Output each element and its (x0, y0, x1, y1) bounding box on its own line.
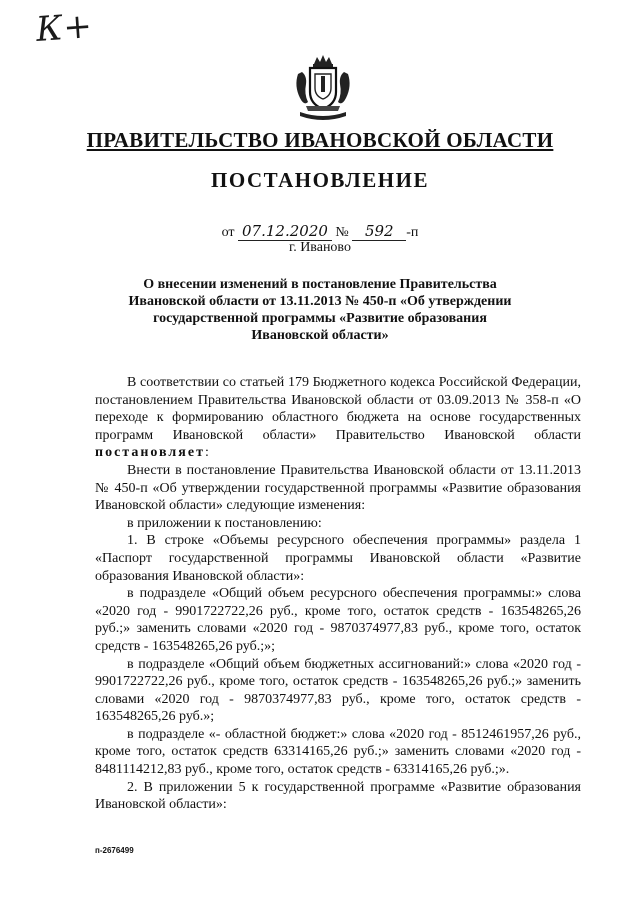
preamble-end: : (204, 445, 209, 461)
decree-subject: О внесении изменений в постановление Правительства Ивановской области от 13.11.2013 № 450-п «Об утверждении государственной программы «Развитие образования Ивановской области» (128, 277, 512, 343)
body-paragraph: 1. В строке «Объемы ресурсного обеспечения программы» раздела 1 «Паспорт государственной программы Ивановской области «Развитие образования Ивановской области»: (95, 533, 581, 584)
decree-body (95, 374, 581, 814)
body-paragraph: в подразделе «- областной бюджет:» слова «2020 год - 8512461957,26 руб., кроме того, остаток средств 63314165,26 руб.;» заменить словами «2020 год - 8481114212,83 руб., кроме того, остаток средств - 63314165,26 руб.;». (95, 726, 581, 778)
government-title: ПРАВИТЕЛЬСТВО ИВАНОВСКОЙ ОБЛАСТИ (86, 128, 554, 152)
number-sign: № (335, 225, 349, 240)
number-suffix: -п (406, 225, 419, 240)
body-paragraph: в приложении к постановлению: (127, 515, 322, 531)
document-code: п-2676499 (95, 846, 134, 855)
body-paragraph: Внести в постановление Правительства Ивановской области от 13.11.2013 № 450-п «Об утверждении государственной программы «Развитие образования Ивановской области» следующие изменения: (95, 462, 581, 514)
body-paragraph: 2. В приложении 5 к государственной программе «Развитие образования Ивановской области»: (95, 779, 581, 813)
document-type-title: ПОСТАНОВЛЕНИЕ (211, 168, 429, 192)
decree-keyword: постановляет (95, 445, 205, 461)
handwritten-note: К+ (34, 6, 95, 50)
decree-number: 592 (352, 222, 406, 241)
coat-of-arms-icon (292, 54, 354, 124)
body-paragraph (95, 374, 581, 462)
date-prefix: от (221, 225, 235, 240)
date-number-line (0, 222, 640, 241)
city-line: г. Иваново (289, 240, 351, 255)
preamble-text: В соответствии со статьей 179 Бюджетного кодекса Российской Федерации, постановлением Правительства Ивановской области от 03.09.2013 № 358-п «О переходе к формированию областного бюджета на основе государственных программ Ивановской области» Правительство Ивановской области (95, 375, 581, 443)
body-paragraph: в подразделе «Общий объем ресурсного обеспечения программы:» слова «2020 год - 9901722722,26 руб., кроме того, остаток средств - 163548265,26 руб.;» заменить словами «2020 год - 9870374977,83 руб., кроме того, остаток средств - 163548265,26 руб.;»; (95, 586, 581, 654)
decree-date: 07.12.2020 (238, 222, 332, 241)
body-paragraph: в подразделе «Общий объем бюджетных ассигнований:» слова «2020 год - 9901722722,26 руб., кроме того, остаток средств - 163548265,26 руб.;» заменить словами «2020 год - 9870374977,83 руб., кроме того, остаток средств - 163548265,26 руб.»; (95, 656, 581, 725)
